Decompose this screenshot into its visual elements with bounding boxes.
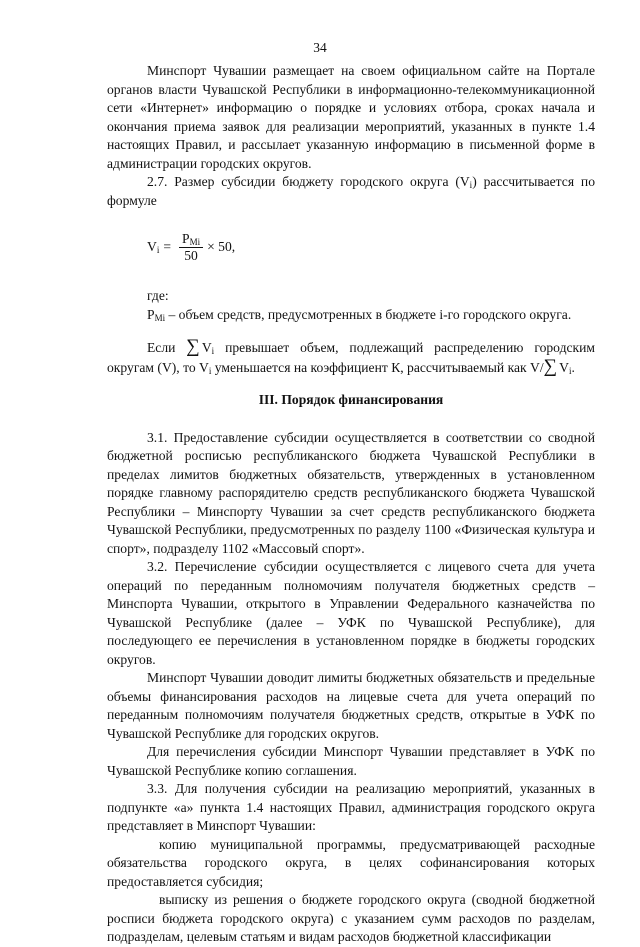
formula-denominator: 50 <box>184 247 198 263</box>
sum-symbol: ∑ <box>186 336 200 357</box>
formula-numerator: $P_{Mi}$ <box>179 231 203 248</box>
paragraph-coefficient: Если ∑ $V_i$ превышает объем, подлежащий распределению городским округам (V), то $V_i$ уменьшается на коэффициент К, рассчитываемый как V/∑ $V_i$. <box>107 336 595 377</box>
sum-symbol: ∑ <box>543 355 558 377</box>
paragraph-agreement-copy: Для перечисления субсидии Минспорт Чувашии представляет в УФК по Чувашской Республике копию соглашения. <box>107 744 595 778</box>
paragraph-3-1: 3.1. Предоставление субсидии осуществляется в соответствии со сводной бюджетной росписью республиканского бюджета Чувашской Республики в пределах лимитов бюджетных обязательств, утвержденных в установленном порядке главному распорядителю средств республиканского бюджета Чувашской Республики – Минспорту Чувашии за счет средств республиканского бюджета Чувашской Республики, предусмотренных по разделу 1100 «Физическая культура и спорт», подразделу 1102 «Массовый спорт». <box>107 429 595 556</box>
paragraph-2-7: 2.7. Размер субсидии бюджету городского округа $(V_i)$ рассчитывается по формуле <box>107 174 595 208</box>
list-item: копию муниципальной программы, предусматривающей расходные обязательства городского округа, в целях софинансирования которых предоставляется субсидия; <box>107 836 595 889</box>
list-item: выписку из решения о бюджете городского округа (сводной бюджетной росписи бюджета городского округа) с указанием сумм расходов по разделам, подразделам, целевым статьям и видам расходов бюджетной классификации <box>107 892 595 944</box>
where-label: где: <box>147 288 169 303</box>
section-heading: III. Порядок финансирования <box>258 392 444 407</box>
formula-multiplier: × 50, <box>207 238 236 254</box>
page-number: 34 <box>313 40 327 55</box>
paragraph-3-2: 3.2. Перечисление субсидии осуществляется с лицевого счета для учета операций по переданным полномочиям получателя бюджетных средств – Минспорта Чувашии, открытого в Управлении Федерального казначейства по Чувашской Республике (далее – УФК по Чувашской Республике), для последующего ее перечисления в установленном порядке в бюджеты городских округов. <box>107 559 595 667</box>
formula-equals: = <box>163 238 172 254</box>
paragraph-site-info: Минспорт Чувашии размещает на своем официальном сайте на Портале органов власти Чувашской Республики в информационно-телекоммуникационной сети «Интернет» информацию о порядке и условиях отбора, сроках начала и окончания приема заявок для реализации мероприятий, указанных в пункте 1.4 настоящих Правил, и рассылает указанную информацию в письменной форме в администрации городских округов. <box>107 63 595 171</box>
paragraph-limits: Минспорт Чувашии доводит лимиты бюджетных обязательств и предельные объемы финансирования расходов на лицевые счета для учета операций по переданным полномочиям получателя бюджетных средств, открытые в УФК по Чувашской Республике для городских округов. <box>107 670 595 741</box>
document-body <box>107 62 595 947</box>
definition-pmi: $P_{Mi}$ – объем средств, предусмотренных в бюджете i-го городского округа. <box>147 306 572 323</box>
paragraph-3-3: 3.3. Для получения субсидии на реализацию мероприятий, указанных в подпункте «а» пункта 1.4 настоящих Правил, администрация городского округа представляет в Минспорт Чувашии: <box>107 781 595 833</box>
formula-fraction <box>179 231 203 264</box>
subsidy-formula <box>147 225 595 269</box>
formula-lhs: $V_i$ <box>147 238 160 255</box>
